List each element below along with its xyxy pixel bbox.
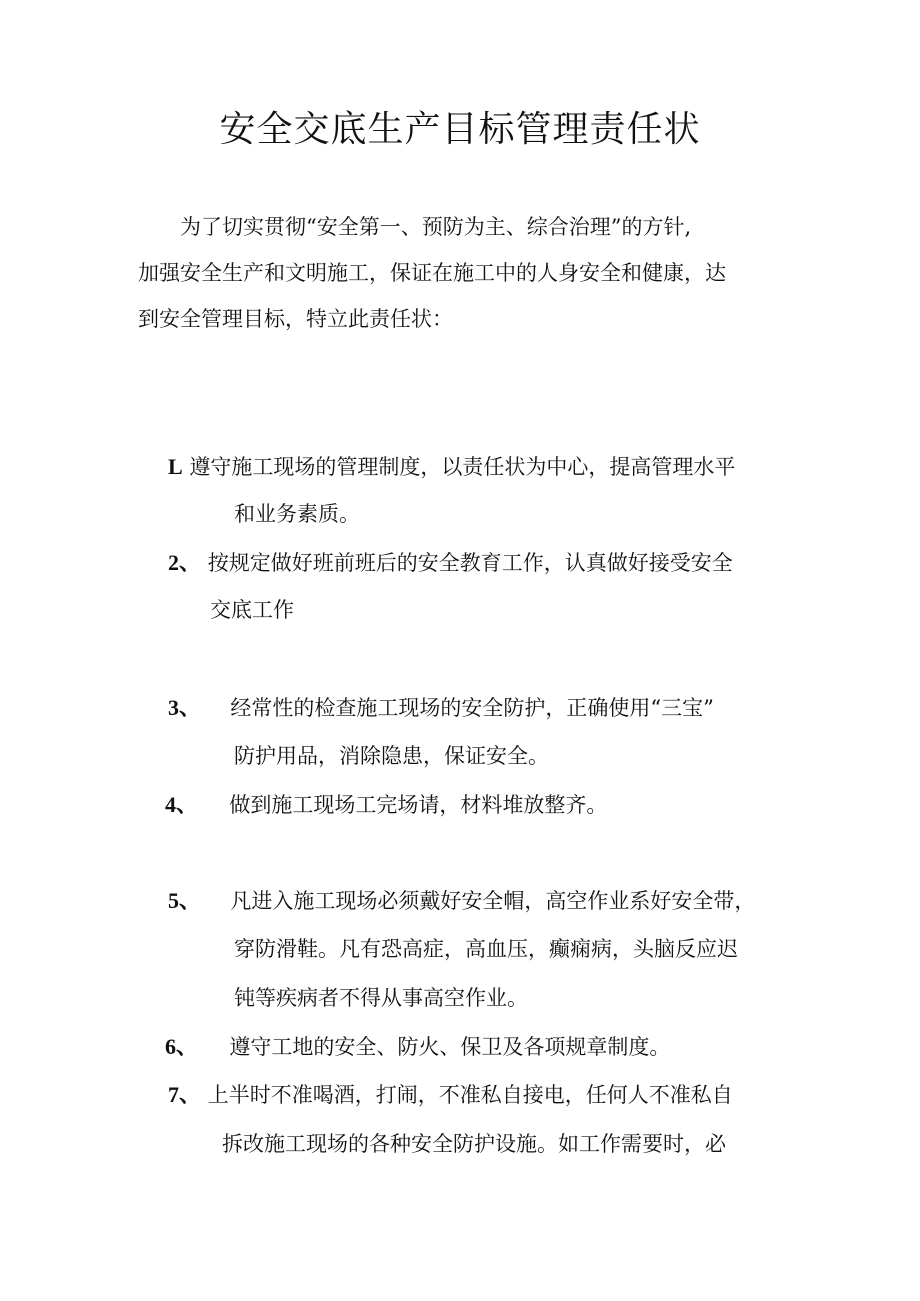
list-item-2-line-2: 交底工作 xyxy=(210,598,294,622)
item-text: 凡进入施工现场必须戴好安全帽，高空作业系好安全带， xyxy=(230,889,756,913)
list-item-5-line-2: 穿防滑鞋。凡有恐高症，高血压，癫痫病，头脑反应迟 xyxy=(234,937,738,961)
item-number: 6、 xyxy=(165,1034,199,1059)
list-item-1-line-1 xyxy=(168,452,735,482)
item-text: 上半时不准喝酒，打闹，不准私自接电，任何人不准私自 xyxy=(207,1083,733,1107)
list-item-2-line-1 xyxy=(168,548,733,578)
item-number: L xyxy=(168,454,183,479)
list-item-5-line-3: 钝等疾病者不得从事高空作业。 xyxy=(234,986,528,1010)
list-item-4-line-1 xyxy=(165,790,607,820)
item-text: 经常性的检查施工现场的安全防护，正确使用“三宝” xyxy=(230,696,714,720)
list-item-1-line-2: 和业务素质。 xyxy=(234,502,360,526)
intro-line: 为了切实贯彻“安全第一、预防为主、综合治理”的方针, xyxy=(180,215,692,239)
list-item-7-line-1 xyxy=(168,1080,733,1110)
list-item-5-line-1 xyxy=(168,886,755,916)
list-item-3-line-2: 防护用品，消除隐患，保证安全。 xyxy=(234,744,549,768)
item-text: 遵守工地的安全、防火、保卫及各项规章制度。 xyxy=(229,1035,671,1059)
item-number: 7、 xyxy=(168,1082,202,1107)
item-number: 5、 xyxy=(168,888,202,913)
list-item-3-line-1 xyxy=(168,693,714,723)
intro-paragraph xyxy=(138,204,798,342)
item-text: 按规定做好班前班后的安全教育工作，认真做好接受安全 xyxy=(207,551,733,575)
item-text: 遵守施工现场的管理制度，以责任状为中心，提高管理水平 xyxy=(189,455,736,479)
item-text: 做到施工现场工完场请，材料堆放整齐。 xyxy=(229,793,608,817)
list-item-7-line-2: 拆改施工现场的各种安全防护设施。如工作需要时，必 xyxy=(222,1132,726,1156)
intro-line: 加强安全生产和文明施工，保证在施工中的人身安全和健康，达 xyxy=(138,261,726,285)
item-number: 3、 xyxy=(168,695,202,720)
item-number: 4、 xyxy=(165,792,199,817)
document-title: 安全交底生产目标管理责任状 xyxy=(219,109,701,150)
intro-line: 到安全管理目标，特立此责任状： xyxy=(138,307,453,331)
item-number: 2、 xyxy=(168,550,202,575)
list-item-6-line-1 xyxy=(165,1032,670,1062)
